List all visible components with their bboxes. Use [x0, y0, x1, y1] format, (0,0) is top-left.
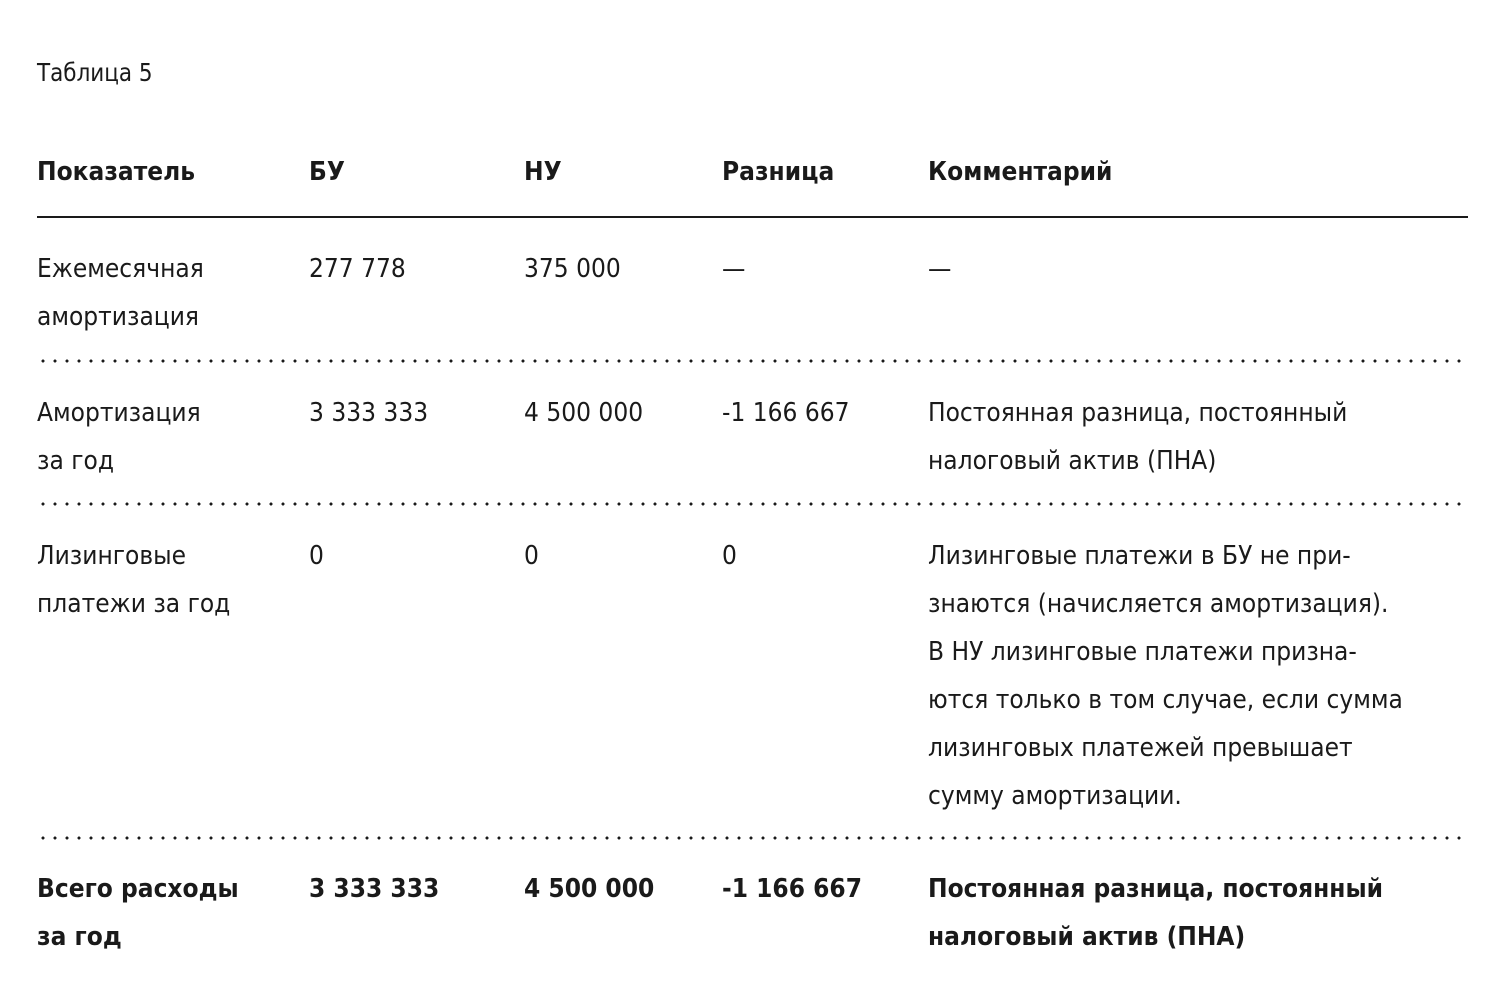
total-comment [928, 865, 1383, 961]
indicator-line: Ежемесячная [37, 254, 204, 284]
row-nu-value: 4 500 000 [524, 398, 644, 428]
total-difference-value: -1 166 667 [722, 874, 862, 904]
row-nu-value: 0 [524, 541, 539, 571]
comment-line: лизинговых платежей превышает [928, 733, 1353, 763]
comment-line: Постоянная разница, постоянный [928, 398, 1348, 428]
indicator-line: Амортизация [37, 398, 201, 428]
header-comment: Комментарий [928, 157, 1113, 187]
row-comment [928, 245, 951, 293]
row-bu-value: 0 [309, 541, 324, 571]
comment-line: налоговый актив (ПНА) [928, 446, 1217, 476]
header-difference: Разница [722, 157, 835, 187]
row-difference-value: 0 [722, 541, 737, 571]
comment-line: сумму амортизации. [928, 781, 1182, 811]
table-caption: Таблица 5 [37, 58, 153, 87]
indicator-line: платежи за год [37, 589, 231, 619]
indicator-line: амортизация [37, 302, 199, 332]
table-row-total [37, 840, 1468, 970]
table-row-leasing-payments [37, 506, 1468, 836]
total-nu-value: 4 500 000 [524, 874, 655, 904]
comment-line: — [928, 254, 952, 284]
row-indicator [37, 245, 204, 341]
indicator-line: за год [37, 922, 122, 952]
row-bu-value: 277 778 [309, 254, 406, 284]
row-difference-value: — [722, 254, 746, 284]
total-bu-value: 3 333 333 [309, 874, 440, 904]
row-comment [928, 389, 1347, 485]
indicator-line: Всего расходы [37, 874, 239, 904]
row-indicator [37, 389, 201, 485]
row-bu-value: 3 333 333 [309, 398, 429, 428]
table-row-annual-amortization [37, 363, 1468, 502]
comment-line: Постоянная разница, постоянный [928, 874, 1384, 904]
total-indicator [37, 865, 239, 961]
table-header-row [37, 146, 1468, 216]
row-indicator [37, 532, 230, 628]
table-row-monthly-amortization [37, 218, 1468, 359]
row-comment [928, 532, 1403, 820]
comment-line: налоговый актив (ПНА) [928, 922, 1246, 952]
comment-line: В НУ лизинговые платежи призна- [928, 637, 1357, 667]
header-bu: БУ [309, 157, 345, 187]
row-difference-value: -1 166 667 [722, 398, 850, 428]
comment-line: ются только в том случае, если сумма [928, 685, 1403, 715]
indicator-line: Лизинговые [37, 541, 187, 571]
comment-line: Лизинговые платежи в БУ не при- [928, 541, 1351, 571]
data-table [37, 146, 1468, 970]
indicator-line: за год [37, 446, 115, 476]
header-nu: НУ [524, 157, 562, 187]
header-indicator: Показатель [37, 157, 196, 187]
comment-line: знаются (начисляется амортизация). [928, 589, 1389, 619]
row-nu-value: 375 000 [524, 254, 621, 284]
